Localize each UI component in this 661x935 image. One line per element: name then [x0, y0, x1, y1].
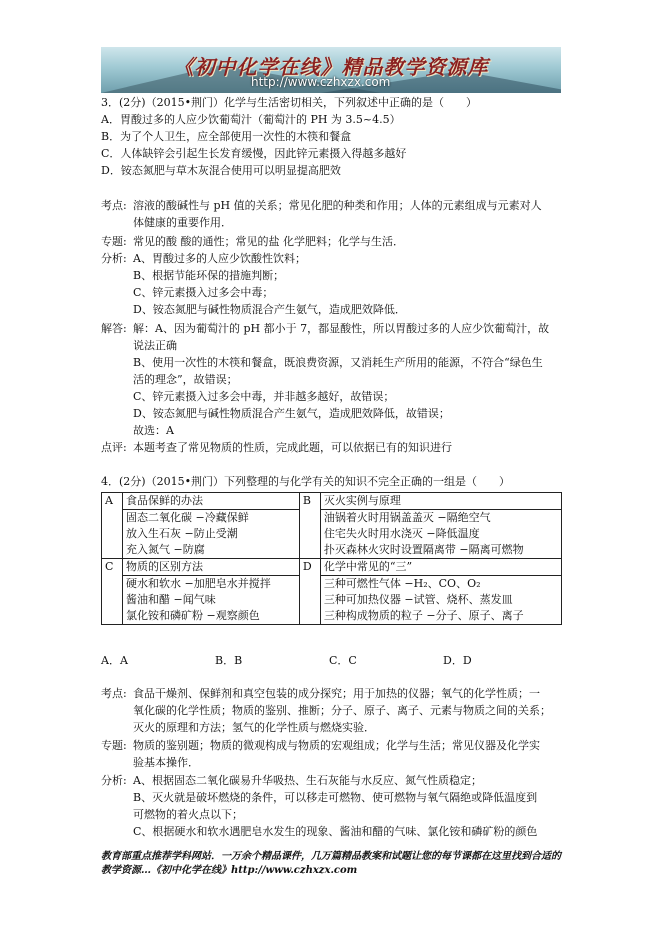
q4-fenxi-label: 分析:: [101, 774, 127, 787]
q3-dianping-label: 点评:: [101, 441, 127, 454]
table-cell-letter: B: [299, 493, 320, 559]
footer-text: 教学资源…《初中化学在线》: [101, 865, 231, 876]
table-cell-line: 硬水和软水 −加肥皂水并搅拌: [126, 577, 271, 590]
q3-jieda-line: D、铵态氮肥与碱性物质混合产生氨气，造成肥效降低，故错误；: [133, 407, 450, 420]
q3-jieda-line: C、锌元素摄入过多会中毒，并非越多越好，故错误；: [133, 390, 395, 403]
page-footer: [101, 850, 561, 878]
q3-zhuanti-text: 常见的酸 酸的通性；常见的盐 化学肥料；化学与生活．: [133, 235, 404, 248]
table-cell-line: 三种可加热仪器 −试管、烧杯、蒸发皿: [323, 593, 513, 606]
q4-stem: 4．(2分)（2015•荆门）下列整理的与化学有关的知识不完全正确的一组是（ ）: [101, 475, 511, 488]
table-cell-line: 油锅着火时用锅盖盖灭 −隔绝空气: [323, 511, 491, 524]
q3-fenxi-line: A、胃酸过多的人应少饮酸性饮料；: [133, 252, 306, 265]
q3-kaodian-line: 体健康的重要作用．: [133, 216, 232, 229]
q4-fenxi-line: A、根据固态二氧化碳易升华吸热、生石灰能与水反应、氮气性质稳定；: [133, 774, 482, 787]
table-cell-line: 固态二氧化碳 −冷藏保鲜: [126, 511, 249, 524]
q4-kaodian-line: 食品干燥剂、保鲜剂和真空包装的成分探究；用于加热的仪器；氧气的化学性质；一: [133, 687, 540, 700]
q3-zhuanti-label: 专题:: [101, 235, 127, 248]
q3-option-d: D．铵态氮肥与草木灰混合使用可以明显提高肥效: [101, 164, 341, 177]
footer-line: 教育部重点推荐学科网站．一万余个精品课件，几万篇精品教案和试题让您的每节课都在这里找到合适的: [101, 851, 561, 862]
table-cell-title: 物质的区别方法: [123, 559, 299, 576]
footer-line: [101, 864, 561, 878]
q3-dianping-text: 本题考查了常见物质的性质，完成此题，可以依据已有的知识进行: [133, 441, 452, 454]
table-cell-title: 食品保鲜的办法: [123, 493, 299, 510]
q3-kaodian-line: 溶液的酸碱性与 pH 值的关系；常见化肥的种类和作用；人体的元素组成与元素对人: [133, 199, 542, 212]
table-cell-line: 三种可燃性气体 −H₂、CO、O₂: [323, 577, 481, 590]
table-cell: [320, 493, 561, 559]
q4-kaodian-label: 考点:: [101, 687, 127, 700]
header-banner: [101, 47, 561, 93]
q4-choice-b: B．B: [215, 654, 243, 667]
q4-kaodian-line: 氧化碳的化学性质；物质的鉴别、推断；分子、原子、离子、元素与物质之间的关系；: [133, 704, 551, 717]
table-cell-line: 氯化铵和磷矿粉 −观察颜色: [126, 609, 260, 622]
q4-choice-a: A．A: [101, 654, 128, 667]
q3-fenxi-label: 分析:: [101, 252, 127, 265]
table-cell-line: 三种构成物质的粒子 −分子、原子、离子: [323, 609, 524, 622]
q3-fenxi-line: B、根据节能环保的措施判断；: [133, 269, 285, 282]
banner-title: 《初中化学在线》精品教学资源库: [173, 55, 489, 79]
q4-fenxi-line: C、根据硬水和软水遇肥皂水发生的现象、酱油和醋的气味、氯化铵和磷矿粉的颜色: [133, 825, 538, 838]
q4-zhuanti-line: 物质的鉴别题；物质的微观构成与物质的宏观组成；化学与生活；常见仪器及化学实: [133, 739, 540, 752]
table-cell-line: 充入氮气 −防腐: [126, 543, 205, 556]
table-cell-line: 酱油和醋 −闻气味: [126, 593, 216, 606]
table-cell-line: 住宅失火时用水浇灭 −降低温度: [323, 527, 480, 540]
table-cell-letter: C: [102, 559, 123, 625]
q3-option-a: A．胃酸过多的人应少饮葡萄汁（葡萄汁的 PH 为 3.5~4.5）: [101, 113, 401, 126]
q4-fenxi-line: B、灭火就是破坏燃烧的条件，可以移走可燃物、使可燃物与氧气隔绝或降低温度到: [133, 791, 538, 804]
q3-fenxi-line: C、锌元素摄入过多会中毒；: [133, 286, 274, 299]
table-row: [102, 559, 562, 625]
banner-url[interactable]: http://www.czhxzx.com: [251, 75, 391, 89]
q4-fenxi-line: 可燃物的着火点以下；: [133, 808, 243, 821]
table-cell-title: 灭火实例与原理: [321, 493, 561, 510]
table-cell-letter: D: [299, 559, 320, 625]
table-row: [102, 493, 562, 559]
q4-choice-d: D．D: [443, 654, 472, 667]
table-cell: [320, 559, 561, 625]
table-cell-line: 放入生石灰 −防止受潮: [126, 527, 238, 540]
q4-kaodian-line: 灭火的原理和方法；氢气的化学性质与燃烧实验．: [133, 721, 375, 734]
table-cell-title: 化学中常见的“三”: [321, 559, 561, 576]
q3-jieda-line: B、使用一次性的木筷和餐盒，既浪费资源，又消耗生产所用的能源，不符合“绿色生: [133, 356, 543, 369]
q3-jieda-line: 说法正确: [133, 339, 177, 352]
footer-url[interactable]: http://www.czhxzx.com: [231, 865, 358, 876]
q3-jieda-line: 活的理念”，故错误；: [133, 373, 238, 386]
q3-jieda-line: 解：A、因为葡萄汁的 pH 都小于 7，都显酸性，所以胃酸过多的人应少饮葡萄汁，故: [133, 322, 550, 335]
q3-jieda-label: 解答:: [101, 322, 127, 335]
q4-knowledge-table: [101, 492, 562, 625]
q3-jieda-line: 故选：A: [133, 424, 174, 437]
table-cell: [123, 559, 300, 625]
table-cell: [123, 493, 300, 559]
table-cell-letter: A: [102, 493, 123, 559]
q4-zhuanti-line: 验基本操作．: [133, 756, 199, 769]
q3-fenxi-line: D、铵态氮肥与碱性物质混合产生氨气，造成肥效降低．: [133, 303, 406, 316]
q3-option-b: B．为了个人卫生，应全部使用一次性的木筷和餐盒: [101, 130, 352, 143]
q3-option-c: C．人体缺锌会引起生长发育缓慢，因此锌元素摄入得越多越好: [101, 147, 407, 160]
q3-stem: 3．(2分)（2015•荆门）化学与生活密切相关，下列叙述中正确的是（ ）: [101, 96, 478, 109]
q4-choice-c: C．C: [329, 654, 357, 667]
table-cell-line: 扑灭森林火灾时设置隔离带 −隔离可燃物: [323, 543, 524, 556]
q3-kaodian-label: 考点:: [101, 199, 127, 212]
q4-zhuanti-label: 专题:: [101, 739, 127, 752]
